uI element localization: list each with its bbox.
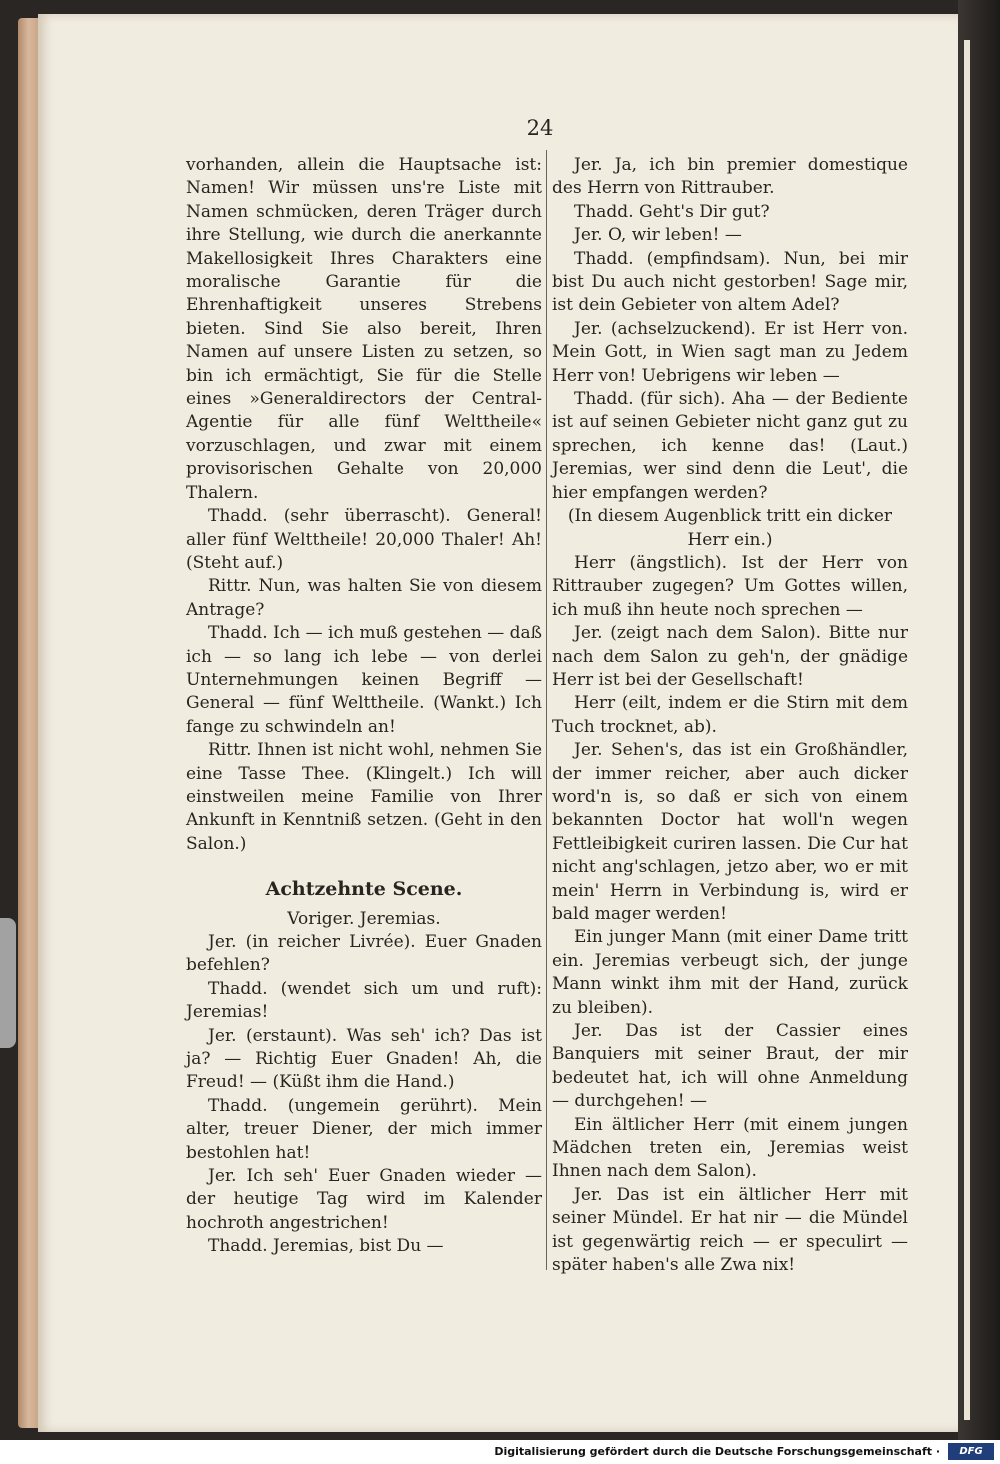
stage-direction: (In diesem Augenblick tritt ein dicker Herr ein.) — [567, 506, 893, 550]
paragraph: vorhanden, allein die Hauptsache ist: Namen! Wir müssen uns're Liste mit Namen schmücken, deren Träger durch ihre Stellung, wie durch die anerkannte Makellosigkeit Ihres Charakters eine moralische Garantie für die Ehrenhaftigkeit unseres Strebens bieten. Sind Sie also bereit, Ihren Namen auf unsere Listen zu setzen, so bin ich ermächtigt, Sie für die Stelle eines »Generaldirectors der Central-Agentie für alle fünf Welttheile« vorzuschlagen, und zwar mit einem provisorischen Gehalte von 20,000 Thalern. — [186, 155, 542, 503]
paragraph: Jer. Das ist der Cassier eines Banquiers mit seiner Braut, der mir bedeutet hat, ich will ohne Anmeldung — durchgehen! — — [552, 1021, 908, 1112]
paragraph: Thadd. (ungemein gerührt). Mein alter, treuer Diener, der mich immer bestohlen hat! — [186, 1095, 542, 1163]
page-number: 24 — [526, 116, 554, 140]
column-divider — [546, 150, 547, 1270]
paragraph: Thadd. (für sich). Aha — der Bediente ist auf seinen Gebieter nicht ganz gut zu sprechen, ich kenne das! (Laut.) Jeremias, wer sind denn die Leut', die hier empfangen werden? — [552, 389, 908, 503]
paragraph: Jer. O, wir leben! — — [574, 225, 742, 246]
funding-credit: Digitalisierung gefördert durch die Deutsche Forschungsgemeinschaft · — [494, 1445, 940, 1458]
paragraph: Thadd. (empfindsam). Nun, bei mir bist Du auch nicht gestorben! Sage mir, ist dein Gebieter von altem Adel? — [552, 248, 908, 316]
paragraph: Jer. (achselzuckend). Er ist Herr von. Mein Gott, in Wien sagt man zu Jedem Herr von! Uebrigens wir leben — — [552, 318, 908, 386]
right-column — [552, 154, 908, 1278]
paragraph: Jer. Sehen's, das ist ein Großhändler, der immer reicher, aber auch dicker word'n is, so daß er sich von einem bekannten Doctor hat woll'n wegen Fettleibigkeit curiren lassen. Die Cur hat nicht ang'schlagen, jetzo aber, wo er mit mein' Herrn in Verbindung is, wird er bald mager werden! — [552, 740, 908, 924]
paragraph: Rittr. Nun, was halten Sie von diesem Antrage? — [186, 576, 542, 620]
scene-persons: Voriger. Jeremias. — [287, 908, 441, 929]
scene-heading: Achtzehnte Scene. — [265, 878, 463, 901]
paragraph: Ein junger Mann (mit einer Dame tritt ein. Jeremias verbeugt sich, der junge Mann winkt ihm mit der Hand, zurück zu bleiben). — [552, 927, 908, 1018]
right-page-edge — [958, 0, 1000, 1440]
footer-bar — [0, 1440, 1000, 1464]
dfg-logo: DFG — [948, 1443, 994, 1460]
paragraph: Jer. Ich seh' Euer Gnaden wieder — der heutige Tag wird im Kalender hochroth angestrichen! — [186, 1166, 542, 1233]
left-column — [186, 154, 542, 1259]
paragraph: Jer. (in reicher Livrée). Euer Gnaden befehlen? — [186, 932, 542, 976]
paragraph: Jer. (erstaunt). Was seh' ich? Das ist ja? — Richtig Euer Gnaden! Ah, die Freud! — (Küßt ihm die Hand.) — [186, 1025, 542, 1093]
paragraph: Herr (ängstlich). Ist der Herr von Rittrauber zugegen? Um Gottes willen, ich muß ihn heute noch sprechen — — [552, 552, 908, 620]
paragraph: Herr (eilt, indem er die Stirn mit dem Tuch trocknet, ab). — [552, 693, 908, 737]
paragraph: Jer. (zeigt nach dem Salon). Bitte nur nach dem Salon zu geh'n, der gnädige Herr ist bei der Gesellschaft! — [552, 623, 908, 690]
paragraph: Rittr. Ihnen ist nicht wohl, nehmen Sie eine Tasse Thee. (Klingelt.) Ich will einstweilen meine Familie von Ihrer Ankunft in Kenntniß setzen. (Geht in den Salon.) — [186, 740, 542, 854]
paragraph: Jer. Das ist ein ältlicher Herr mit seiner Mündel. Er hat nir — die Mündel ist gegenwärtig reich — er speculirt — später haben's alle Zwa nix! — [552, 1184, 908, 1276]
paragraph: Thadd. Ich — ich muß gestehen — daß ich — so lang ich lebe — von derlei Unternehmungen keinen Begriff — General — fünf Welttheile. (Wankt.) Ich fange zu schwindeln an! — [186, 623, 542, 737]
paragraph: Thadd. Jeremias, bist Du — — [208, 1236, 444, 1257]
paragraph: Thadd. Geht's Dir gut? — [574, 201, 770, 222]
paragraph: Thadd. (sehr überrascht). General! aller fünf Welttheile! 20,000 Thaler! Ah! (Steht auf.) — [186, 506, 542, 573]
scroll-handle[interactable] — [0, 918, 16, 1048]
paragraph: Ein ältlicher Herr (mit einem jungen Mädchen treten ein, Jeremias weist Ihnen nach dem Salon). — [552, 1114, 908, 1182]
paragraph: Thadd. (wendet sich um und ruft): Jeremias! — [186, 978, 542, 1023]
paragraph: Jer. Ja, ich bin premier domestique des Herrn von Rittrauber. — [552, 155, 908, 199]
